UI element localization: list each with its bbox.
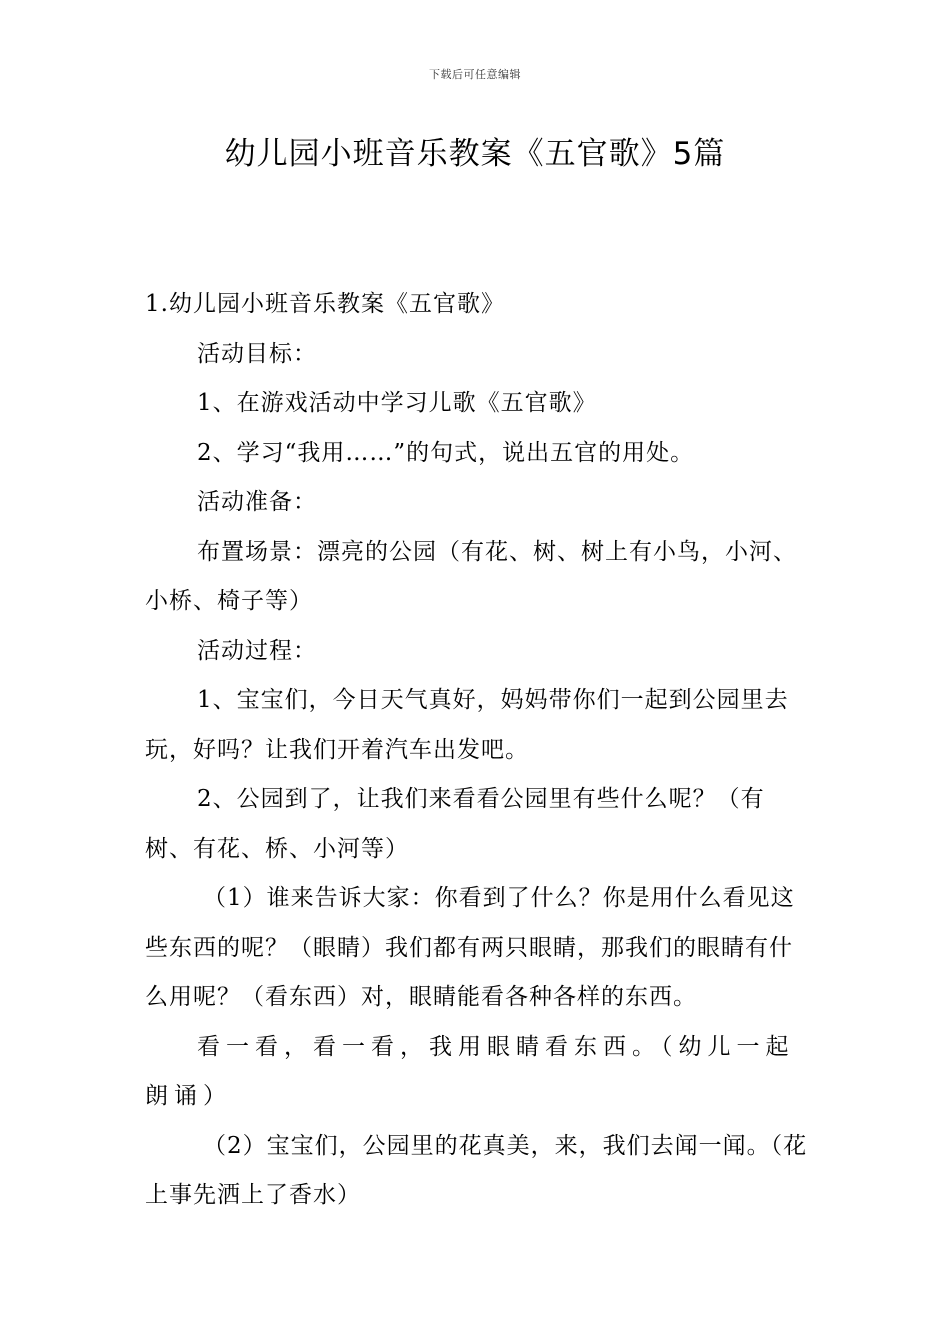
process-step-2-2: （2）宝宝们，公园里的花真美，来，我们去闻一闻。（花上事先洒上了香水） [145,1132,808,1208]
header-note: 下载后可任意编辑 [429,68,521,81]
prep-paragraph: 布置场景：漂亮的公园（有花、树、树上有小鸟，小河、小桥、椅子等） [145,538,797,614]
recite-line: 看一看，看一看，我用眼睛看东西。（幼儿一起朗诵） [145,1033,795,1109]
document-title: 幼儿园小班音乐教案《五官歌》5篇 [224,136,726,172]
process-step-2: 2、公园到了，让我们来看看公园里有些什么呢？（有树、有花、桥、小河等） [145,786,765,862]
process-heading: 活动过程： [197,637,317,664]
prep-heading: 活动准备： [197,489,317,515]
process-step-2-1: （1）谁来告诉大家：你看到了什么？你是用什么看见这些东西的呢？（眼睛）我们都有两只眼睛，那我们的眼睛有什么用呢？（看东西）对，眼睛能看各种各样的东西。 [145,885,795,1010]
goals-heading: 活动目标： [197,340,317,367]
document-body [145,280,810,1221]
section-heading: 1.幼儿园小班音乐教案《五官歌》 [145,291,505,317]
goal-item-2: 2、学习“我用……”的句式，说出五官的用处。 [197,439,695,466]
goal-item-1: 1、在游戏活动中学习儿歌《五官歌》 [197,390,597,416]
process-step-1: 1、宝宝们，今日天气真好，妈妈带你们一起到公园里去玩，好吗？让我们开着汽车出发吧。 [145,687,789,763]
